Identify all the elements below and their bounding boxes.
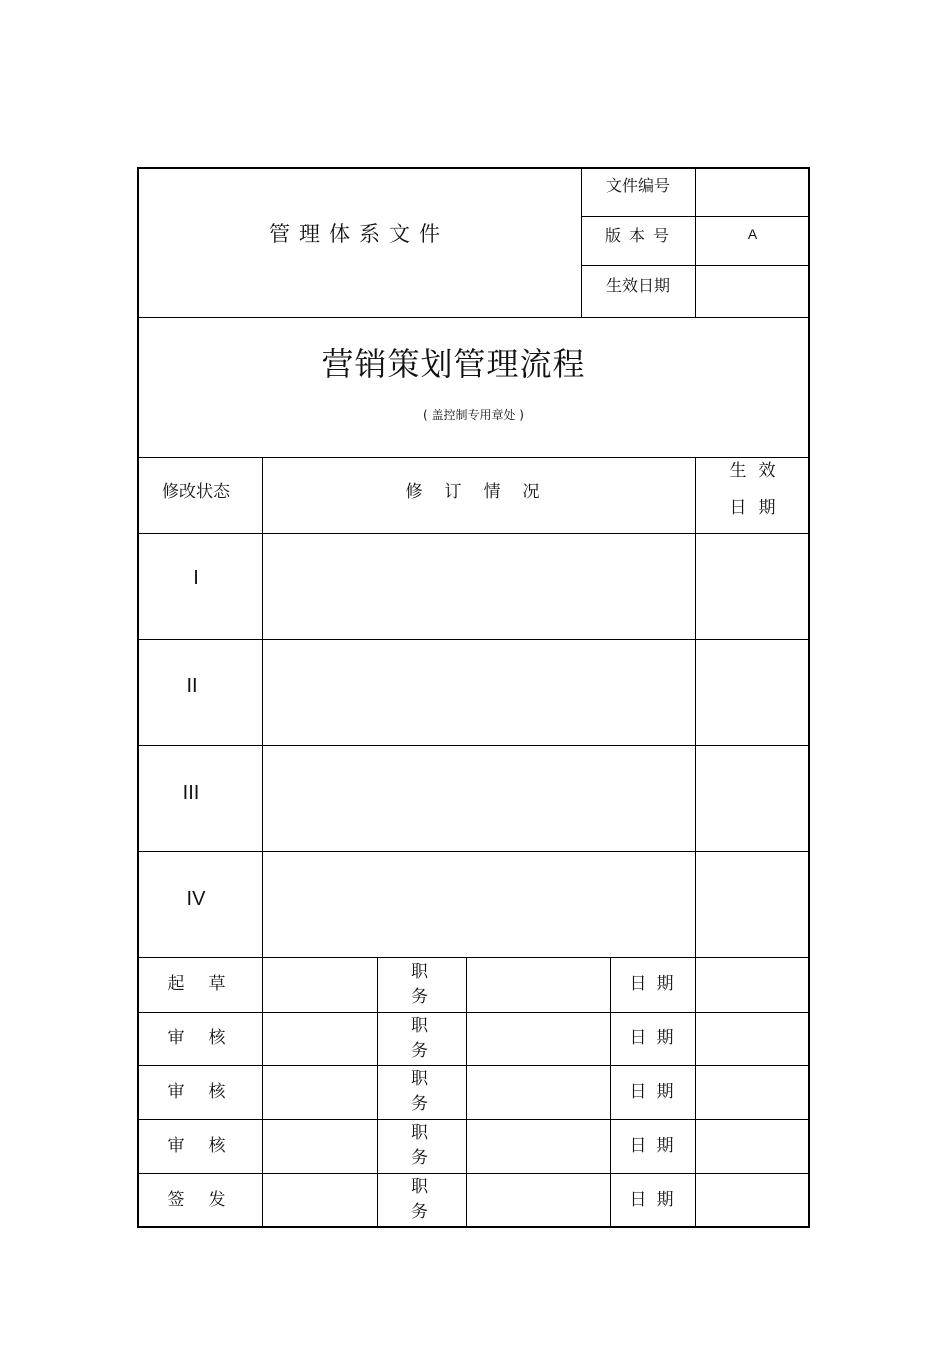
signoff-position-label-3: 职务 [411, 1069, 452, 1114]
revision-details-1[interactable] [262, 533, 695, 639]
revision-status-4: IV [186, 887, 206, 910]
col-effective-line1: 生效 [729, 461, 788, 481]
revision-details-4[interactable] [262, 851, 695, 957]
col-effective-line2: 日期 [729, 498, 788, 518]
revision-date-2[interactable] [695, 639, 810, 745]
signoff-role-2: 审核 [167, 1028, 250, 1048]
signoff-date-1[interactable] [695, 957, 810, 1012]
signoff-position-1[interactable] [466, 957, 610, 1012]
signoff-date-label-2: 日期 [629, 1028, 684, 1048]
signoff-name-1[interactable] [262, 957, 377, 1012]
signoff-date-5[interactable] [695, 1173, 810, 1228]
signoff-date-label-1: 日期 [629, 974, 684, 994]
seal-note: ( 盖控制专用章处 ) [423, 407, 524, 422]
signoff-position-label-4: 职务 [411, 1123, 452, 1168]
signoff-name-5[interactable] [262, 1173, 377, 1228]
signoff-position-3[interactable] [466, 1065, 610, 1119]
version-label: 版本号 [604, 225, 677, 245]
revision-details-3[interactable] [262, 745, 695, 851]
effective-date-value[interactable] [695, 265, 810, 317]
signoff-name-2[interactable] [262, 1012, 377, 1065]
doc-number-value[interactable] [695, 167, 810, 216]
col-status-header: 修改状态 [162, 481, 230, 502]
signoff-position-label-5: 职务 [411, 1177, 452, 1222]
revision-details-2[interactable] [262, 639, 695, 745]
signoff-role-3: 审核 [167, 1081, 250, 1102]
effective-date-label: 生效日期 [605, 275, 670, 295]
signoff-position-label-1: 职务 [411, 961, 452, 1007]
signoff-name-4[interactable] [262, 1119, 377, 1173]
doc-number-label: 文件编号 [605, 175, 670, 195]
version-value[interactable]: A [747, 226, 758, 242]
signoff-position-5[interactable] [466, 1173, 610, 1228]
revision-status-1: I [193, 566, 199, 589]
signoff-date-label-3: 日期 [629, 1081, 684, 1102]
col-details-header: 修订情况 [405, 481, 562, 502]
signoff-date-label-4: 日期 [629, 1135, 684, 1156]
document-title: 营销策划管理流程 [321, 345, 586, 383]
signoff-date-3[interactable] [695, 1065, 810, 1119]
signoff-name-3[interactable] [262, 1065, 377, 1119]
revision-date-4[interactable] [695, 851, 810, 957]
signoff-position-4[interactable] [466, 1119, 610, 1173]
system-title: 管理体系文件 [269, 222, 449, 246]
revision-date-1[interactable] [695, 533, 810, 639]
rule-header-bottom [137, 317, 810, 318]
signoff-role-1: 起草 [167, 974, 250, 994]
col-effective-header [695, 453, 810, 527]
signoff-role-4: 审核 [167, 1135, 250, 1156]
signoff-position-2[interactable] [466, 1012, 610, 1065]
signoff-date-2[interactable] [695, 1012, 810, 1065]
signoff-date-4[interactable] [695, 1119, 810, 1173]
revision-status-3: III [182, 781, 200, 804]
signoff-role-5: 签发 [167, 1189, 250, 1210]
revision-date-3[interactable] [695, 745, 810, 851]
signoff-position-label-2: 职务 [411, 1015, 452, 1061]
revision-status-2: II [186, 674, 198, 697]
signoff-date-label-5: 日期 [629, 1189, 684, 1210]
